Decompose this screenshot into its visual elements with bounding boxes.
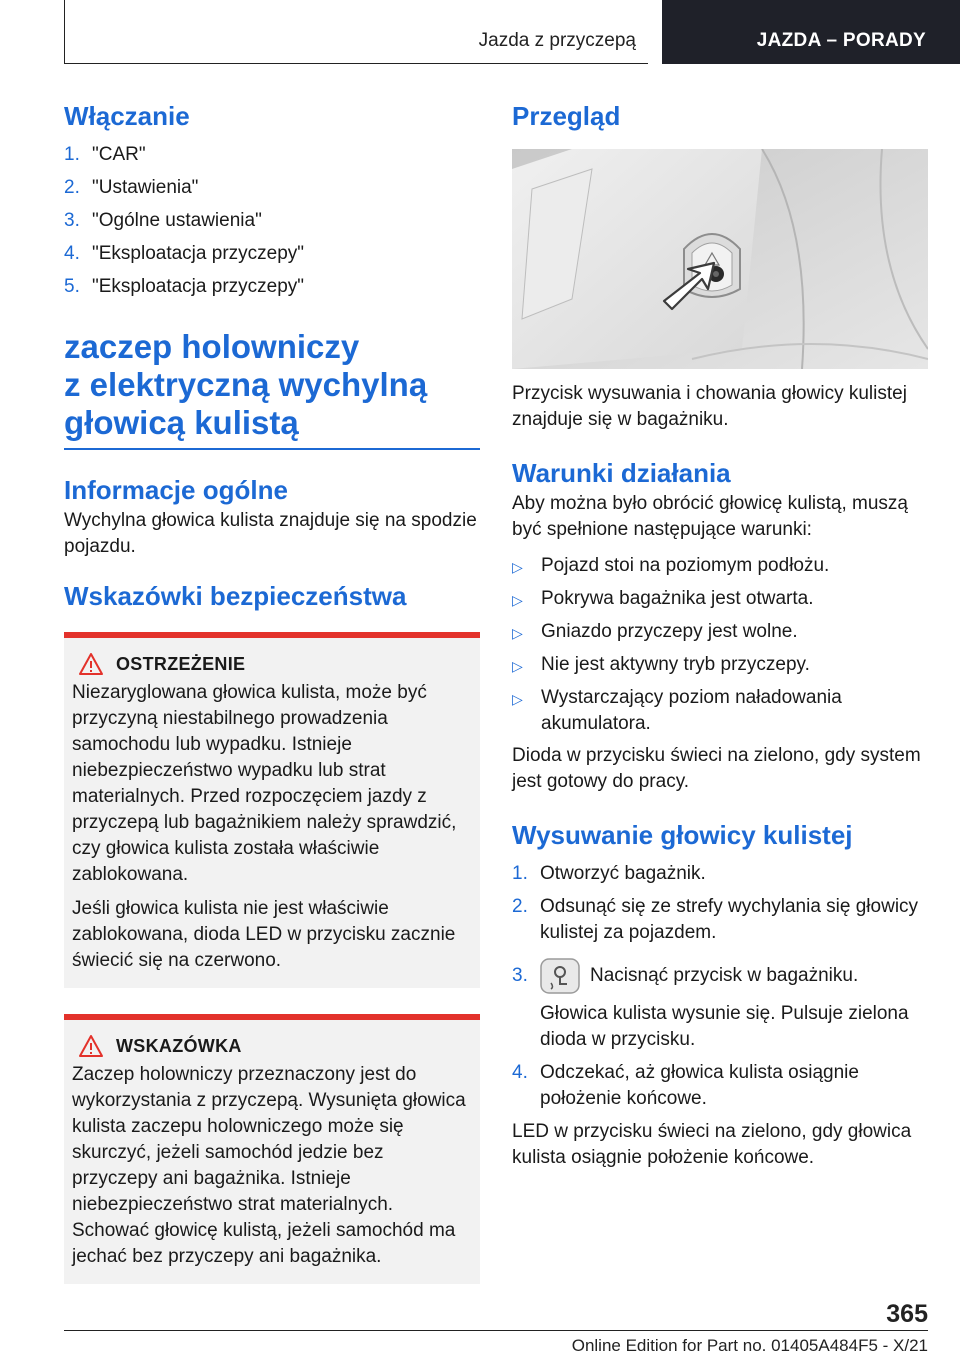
conditions-list [512,553,928,737]
enable-heading: Włączanie [64,101,190,131]
page-number: 365 [886,1300,928,1328]
footer-edition: Online Edition for Part no. 01405A484F5 - X/21 [571,1336,928,1355]
header-chapter-title: JAZDA – PORADY [756,30,926,51]
list-item [64,274,480,300]
left-column [64,100,480,1284]
list-item [512,553,928,580]
enable-steps-list [64,142,480,300]
warning-paragraph: Jeśli głowica kulista nie jest właściwie zablokowana, dioda LED w przycisku zacznie świecić się na czerwono. [72,898,456,971]
list-item-text: "Ogólne ustawienia" [92,210,262,231]
warning-paragraph: Niezaryglowana głowica kulista, może być przyczyną niestabilnego prowadzenia samochodu lub wypadku. Istnieje niebezpieczeństwo wypadku lub strat materialnych. Przed rozpoczęciem jazdy z przyczepą lub bagażnikiem należy sprawdzić, czy głowica kulista została właściwie zablokowana. [72,682,457,885]
note-title: WSKAZÓWKA [116,1035,242,1056]
list-item-number: 3. [64,210,80,231]
list-item [512,652,928,679]
list-item [512,958,928,994]
list-item-number: 1. [64,144,80,165]
overview-heading: Przegląd [512,101,621,131]
list-item [512,861,928,887]
warning-title: OSTRZEŻENIE [116,653,246,674]
list-item-text: Odsunąć się ze strefy wychylania się głowicy kulistej za pojazdem. [540,896,919,943]
list-item-text-wrap [540,958,928,994]
note-box [64,1014,480,1284]
list-item-number: 1. [512,863,528,884]
main-title-line: głowicą kulistą [64,404,299,441]
triangle-right-icon: ▷ [512,625,523,641]
list-item-number: 2. [512,896,528,917]
triangle-right-icon: ▷ [512,559,523,575]
list-item [512,586,928,613]
list-item [512,894,928,946]
list-item-text: Nie jest aktywny tryb przyczepy. [541,654,810,675]
main-chapter-title [64,328,480,442]
note-paragraph: Zaczep holowniczy przeznaczony jest do wykorzystania z przyczepą. Wysunięta głowica kulista zaczepu holowniczego może się skurczyć, jeżeli samochód jedzie bez przyczepy ani bagażnika. Istnieje niebezpieczeństwo strat materialnych. Schować głowicę kulistą, jeżeli samochód ma jechać bez przyczepy ani bagażnika. [72,1064,466,1267]
list-item-text: Wystarczający poziom naładowania akumulatora. [541,687,842,734]
footer-divider [64,1330,928,1331]
general-info-text: Wychylna głowica kulista znajduje się na spodzie pojazdu. [64,510,477,557]
list-item-text: Głowica kulista wysunie się. Pulsuje zielona dioda w przycisku. [540,1003,909,1050]
list-item-text: "Ustawienia" [92,177,199,198]
list-item-text: Gniazdo przyczepy jest wolne. [541,621,798,642]
extend-heading: Wysuwanie głowicy kulistej [512,820,853,850]
list-item-number: 4. [64,243,80,264]
warning-triangle-icon [78,652,104,676]
conditions-heading: Warunki działania [512,458,731,488]
list-item [512,1001,928,1053]
list-item-text: Otworzyć bagażnik. [540,863,706,884]
conditions-led-text: Dioda w przycisku świeci na zielono, gdy system jest gotowy do pracy. [512,745,921,792]
triangle-right-icon: ▷ [512,658,523,674]
note-header [72,1034,472,1058]
warning-box [64,632,480,988]
list-item-number: 2. [64,177,80,198]
header-section-title: Jazda z przyczepą [478,30,636,51]
list-item [512,685,928,737]
main-title-line: z elektryczną wychylną [64,366,428,403]
list-item-number: 4. [512,1062,528,1083]
list-item [64,142,480,168]
list-item-number: 3. [512,965,528,986]
safety-heading: Wskazówki bezpieczeństwa [64,581,407,611]
warning-triangle-icon [78,1034,104,1058]
main-title-line: zaczep holowniczy [64,328,360,365]
list-item [64,241,480,267]
trunk-button-photo [512,149,928,369]
list-item-text: Pokrywa bagażnika jest otwarta. [541,588,814,609]
extend-steps-list [512,861,928,1112]
list-item [64,175,480,201]
list-item-text: "Eksploatacja przyczepy" [92,276,305,297]
general-info-heading: Informacje ogólne [64,475,288,505]
list-item-number [512,1001,540,1053]
right-column [512,100,928,1171]
list-item [512,619,928,646]
list-item-text: "CAR" [92,144,146,165]
header-bottom-divider [64,63,648,64]
list-item-text: Pojazd stoi na poziomym podłożu. [541,555,830,576]
triangle-right-icon: ▷ [512,691,523,707]
list-item-number: 5. [64,276,80,297]
warning-header [72,652,472,676]
triangle-right-icon: ▷ [512,592,523,608]
list-item [64,208,480,234]
header-left-divider [64,0,65,64]
tow-hitch-button-icon [540,958,580,994]
list-item-text: "Eksploatacja przyczepy" [92,243,305,264]
list-item-text: Odczekać, aż głowica kulista osiągnie położenie końcowe. [540,1062,859,1109]
image-caption: Przycisk wysuwania i chowania głowicy kulistej znajduje się w bagażniku. [512,383,907,430]
list-item-text: Nacisnąć przycisk w bagażniku. [590,965,859,987]
title-underline [64,448,480,450]
conditions-intro: Aby można było obrócić głowicę kulistą, muszą być spełnione następujące warunki: [512,493,909,540]
list-item [512,1060,928,1112]
extend-led-text: LED w przycisku świeci na zielono, gdy głowica kulista osiągnie położenie końcowe. [512,1121,912,1168]
